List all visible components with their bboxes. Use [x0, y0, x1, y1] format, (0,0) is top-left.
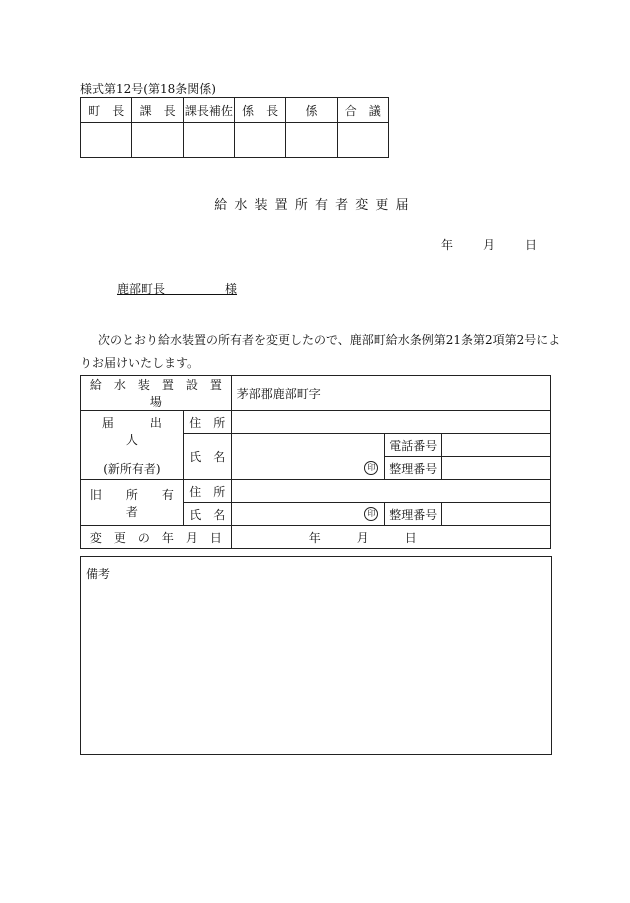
- approval-stamp-cell[interactable]: [337, 123, 388, 158]
- applicant-name-label: 氏 名: [183, 434, 231, 480]
- old-owner-name-label: 氏 名: [183, 503, 231, 526]
- addressee: 鹿部町長 様: [117, 282, 238, 296]
- approval-stamp-cell[interactable]: [183, 123, 234, 158]
- phone-number-label: 電話番号: [385, 434, 442, 457]
- date-year-label: 年: [441, 238, 454, 252]
- remarks-label: 備考: [86, 567, 111, 581]
- body-paragraph-line-2: りお届けいたします。: [80, 356, 200, 370]
- old-owner-reference-field[interactable]: [442, 503, 551, 526]
- phone-number-field[interactable]: [442, 434, 551, 457]
- install-location-label: 給 水 装 置 設 置 場: [81, 376, 232, 411]
- applicant-address-label: 住 所: [183, 411, 231, 434]
- approval-table: [80, 97, 389, 158]
- submission-date[interactable]: [441, 236, 537, 253]
- applicant-reference-field[interactable]: [442, 457, 551, 480]
- seal-icon: 印: [364, 507, 378, 521]
- approval-header-consultation: 合 議: [337, 98, 388, 123]
- install-location-value[interactable]: 茅部郡鹿部町字: [231, 376, 550, 411]
- change-date-label: 変 更 の 年 月 日: [81, 526, 232, 549]
- form-number: 様式第12号(第18条関係): [80, 82, 216, 96]
- notification-table: [80, 375, 551, 549]
- old-owner-label: 旧 所 有 者: [81, 480, 184, 526]
- old-owner-name-field[interactable]: [231, 503, 385, 526]
- approval-stamp-cell[interactable]: [286, 123, 337, 158]
- approval-header-unit-chief: 係 長: [234, 98, 285, 123]
- applicant-name-field[interactable]: [231, 434, 385, 480]
- approval-stamp-cell[interactable]: [132, 123, 183, 158]
- old-owner-address-label: 住 所: [183, 480, 231, 503]
- old-owner-address-field[interactable]: [231, 480, 550, 503]
- approval-stamp-cell[interactable]: [81, 123, 132, 158]
- applicant-label: 届 出 人: [101, 415, 198, 447]
- approval-header-deputy-chief: 課長補佐: [183, 98, 234, 123]
- applicant-reference-label: 整理番号: [385, 457, 442, 480]
- approval-header-mayor: 町 長: [81, 98, 132, 123]
- remarks-box[interactable]: [80, 556, 552, 755]
- applicant-sublabel: (新所有者): [103, 461, 161, 476]
- date-month-label: 月: [483, 238, 496, 252]
- applicant-label-cell: [81, 411, 198, 480]
- approval-header-staff: 係: [286, 98, 337, 123]
- old-owner-reference-label: 整理番号: [385, 503, 442, 526]
- seal-icon: 印: [364, 461, 378, 475]
- date-day-label: 日: [525, 238, 538, 252]
- applicant-address-field[interactable]: [231, 411, 550, 434]
- approval-header-section-chief: 課 長: [132, 98, 183, 123]
- body-paragraph-line-1: 次のとおり給水装置の所有者を変更したので、鹿部町給水条例第21条第2項第2号によ: [98, 333, 561, 347]
- document-title: 給水装置所有者変更届: [214, 198, 416, 213]
- approval-stamp-cell[interactable]: [234, 123, 285, 158]
- change-date-field[interactable]: 年 月 日: [231, 526, 550, 549]
